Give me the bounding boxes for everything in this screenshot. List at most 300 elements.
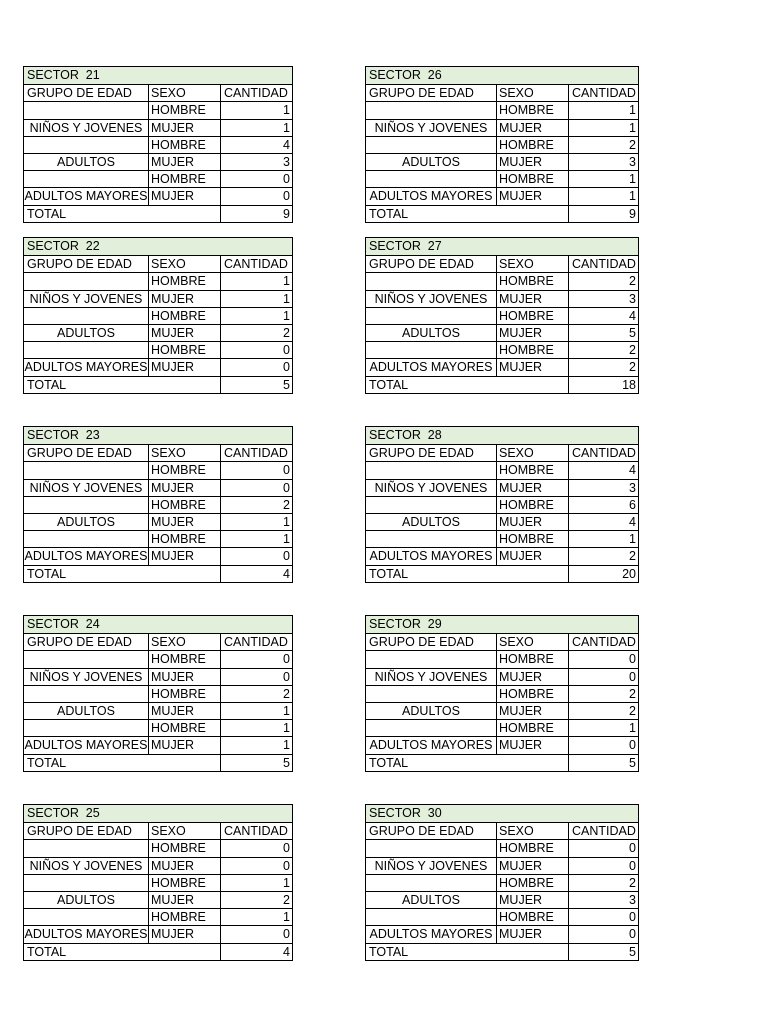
age-group-label: ADULTOS xyxy=(402,154,460,169)
merge-mask xyxy=(24,546,148,547)
table-row xyxy=(24,119,292,136)
age-group-label: ADULTOS xyxy=(402,703,460,718)
table-row xyxy=(366,307,638,324)
age-group-label: NIÑOS Y JOVENES xyxy=(29,858,143,873)
total-value: 4 xyxy=(220,944,292,960)
header-group: GRUPO DE EDAD xyxy=(369,824,474,839)
sector-title: SECTOR 26 xyxy=(366,67,638,84)
sex-cell: MUJER xyxy=(496,926,568,942)
sex-cell: MUJER xyxy=(496,154,568,170)
group-cell-blank xyxy=(24,686,148,702)
sex-cell: HOMBRE xyxy=(148,875,220,891)
group-cell-blank xyxy=(24,102,148,118)
age-group-label: ADULTOS MAYORES xyxy=(369,360,493,375)
quantity-cell: 3 xyxy=(568,291,638,307)
sex-cell: HOMBRE xyxy=(496,686,568,702)
header-sex: SEXO xyxy=(148,85,220,101)
header-row xyxy=(366,84,638,101)
sector-table xyxy=(23,615,293,772)
group-cell-blank xyxy=(366,720,496,736)
quantity-cell: 2 xyxy=(220,892,292,908)
sex-cell: HOMBRE xyxy=(496,531,568,547)
table-row xyxy=(366,461,638,478)
total-label: TOTAL xyxy=(27,377,67,392)
header-qty: CANTIDAD xyxy=(220,85,292,101)
table-row xyxy=(366,874,638,891)
quantity-cell: 1 xyxy=(220,120,292,136)
total-label: TOTAL xyxy=(369,755,409,770)
quantity-cell: 4 xyxy=(220,137,292,153)
quantity-cell: 1 xyxy=(220,308,292,324)
table-row xyxy=(366,736,638,753)
total-row xyxy=(366,205,638,222)
sector-table xyxy=(365,237,639,394)
table-row xyxy=(366,908,638,925)
header-qty: CANTIDAD xyxy=(568,823,638,839)
sector-title: SECTOR 27 xyxy=(366,238,638,255)
header-row xyxy=(366,822,638,839)
quantity-cell: 3 xyxy=(568,892,638,908)
age-group-label: ADULTOS MAYORES xyxy=(369,189,493,204)
merge-mask xyxy=(24,890,148,891)
header-qty: CANTIDAD xyxy=(220,823,292,839)
total-value: 9 xyxy=(220,206,292,222)
total-row xyxy=(24,754,292,771)
quantity-cell: 0 xyxy=(568,840,638,856)
table-row xyxy=(24,290,292,307)
sex-cell: HOMBRE xyxy=(496,342,568,358)
table-row xyxy=(366,324,638,341)
sex-cell: MUJER xyxy=(496,892,568,908)
quantity-cell: 0 xyxy=(220,342,292,358)
table-row xyxy=(366,290,638,307)
sex-cell: HOMBRE xyxy=(148,462,220,478)
sex-cell: MUJER xyxy=(148,926,220,942)
table-row xyxy=(24,341,292,358)
header-sex: SEXO xyxy=(496,634,568,650)
total-row xyxy=(366,754,638,771)
sex-cell: HOMBRE xyxy=(148,497,220,513)
merge-mask xyxy=(24,323,148,324)
group-cell-blank xyxy=(24,651,148,667)
age-group-label: NIÑOS Y JOVENES xyxy=(374,858,488,873)
merge-mask xyxy=(366,924,496,925)
quantity-cell: 0 xyxy=(568,669,638,685)
age-group-label: ADULTOS MAYORES xyxy=(24,360,148,375)
quantity-cell: 4 xyxy=(568,514,638,530)
group-cell-blank xyxy=(24,909,148,925)
sector-table xyxy=(23,426,293,583)
total-value: 4 xyxy=(220,566,292,582)
sex-cell: HOMBRE xyxy=(148,720,220,736)
quantity-cell: 4 xyxy=(568,308,638,324)
header-sex: SEXO xyxy=(148,634,220,650)
table-row xyxy=(24,702,292,719)
table-row xyxy=(24,547,292,564)
total-label: TOTAL xyxy=(27,566,67,581)
age-group-label: NIÑOS Y JOVENES xyxy=(374,669,488,684)
sex-cell: MUJER xyxy=(148,120,220,136)
quantity-cell: 0 xyxy=(220,840,292,856)
quantity-cell: 2 xyxy=(568,686,638,702)
total-label: TOTAL xyxy=(27,206,67,221)
quantity-cell: 1 xyxy=(220,291,292,307)
age-group-label: ADULTOS MAYORES xyxy=(24,549,148,564)
table-row xyxy=(366,857,638,874)
sex-cell: MUJER xyxy=(496,548,568,564)
total-row xyxy=(24,565,292,582)
table-row xyxy=(24,272,292,289)
age-group-label: ADULTOS xyxy=(57,514,115,529)
sex-cell: MUJER xyxy=(496,703,568,719)
quantity-cell: 0 xyxy=(568,926,638,942)
merge-mask xyxy=(24,512,148,513)
quantity-cell: 0 xyxy=(568,909,638,925)
table-row xyxy=(24,736,292,753)
header-sex: SEXO xyxy=(496,823,568,839)
table-row xyxy=(366,187,638,204)
header-group: GRUPO DE EDAD xyxy=(369,635,474,650)
sex-cell: HOMBRE xyxy=(148,840,220,856)
table-row xyxy=(366,358,638,375)
age-group-label: ADULTOS xyxy=(57,325,115,340)
quantity-cell: 3 xyxy=(568,480,638,496)
sex-cell: HOMBRE xyxy=(496,651,568,667)
header-row xyxy=(24,255,292,272)
merge-mask xyxy=(24,152,148,153)
total-value: 9 xyxy=(568,206,638,222)
group-cell-blank xyxy=(24,497,148,513)
quantity-cell: 1 xyxy=(220,875,292,891)
group-cell-blank xyxy=(366,171,496,187)
total-value: 5 xyxy=(220,377,292,393)
total-row xyxy=(366,943,638,960)
group-cell-blank xyxy=(366,686,496,702)
merge-mask xyxy=(366,289,496,290)
sector-title: SECTOR 22 xyxy=(24,238,292,255)
sector-title: SECTOR 25 xyxy=(24,805,292,822)
total-label: TOTAL xyxy=(27,944,67,959)
total-value: 5 xyxy=(568,755,638,771)
total-value: 18 xyxy=(568,377,638,393)
merge-mask xyxy=(366,512,496,513)
total-row xyxy=(24,943,292,960)
sector-title: SECTOR 28 xyxy=(366,427,638,444)
sex-cell: MUJER xyxy=(148,359,220,375)
age-group-label: ADULTOS xyxy=(402,514,460,529)
merge-mask xyxy=(24,289,148,290)
sex-cell: HOMBRE xyxy=(496,171,568,187)
quantity-cell: 1 xyxy=(220,531,292,547)
quantity-cell: 1 xyxy=(568,720,638,736)
quantity-cell: 2 xyxy=(220,497,292,513)
quantity-cell: 1 xyxy=(220,720,292,736)
header-row xyxy=(366,255,638,272)
group-cell-blank xyxy=(366,462,496,478)
sex-cell: MUJER xyxy=(148,480,220,496)
merge-mask xyxy=(366,890,496,891)
table-row xyxy=(24,668,292,685)
quantity-cell: 0 xyxy=(220,480,292,496)
total-label: TOTAL xyxy=(369,206,409,221)
group-cell-blank xyxy=(366,273,496,289)
table-row xyxy=(24,719,292,736)
quantity-cell: 0 xyxy=(568,737,638,753)
header-group: GRUPO DE EDAD xyxy=(369,446,474,461)
group-cell-blank xyxy=(366,137,496,153)
age-group-label: ADULTOS xyxy=(402,892,460,907)
quantity-cell: 2 xyxy=(568,548,638,564)
group-cell-blank xyxy=(366,909,496,925)
header-qty: CANTIDAD xyxy=(568,85,638,101)
age-group-label: ADULTOS MAYORES xyxy=(369,549,493,564)
table-row xyxy=(24,874,292,891)
age-group-label: ADULTOS xyxy=(57,703,115,718)
group-cell-blank xyxy=(366,531,496,547)
table-row xyxy=(366,136,638,153)
age-group-label: NIÑOS Y JOVENES xyxy=(29,669,143,684)
header-row xyxy=(24,633,292,650)
table-row xyxy=(366,702,638,719)
quantity-cell: 2 xyxy=(568,342,638,358)
table-row xyxy=(24,187,292,204)
table-row xyxy=(366,839,638,856)
total-value: 5 xyxy=(568,944,638,960)
sex-cell: HOMBRE xyxy=(496,497,568,513)
quantity-cell: 3 xyxy=(220,154,292,170)
group-cell-blank xyxy=(24,137,148,153)
header-sex: SEXO xyxy=(148,823,220,839)
sex-cell: HOMBRE xyxy=(148,308,220,324)
sex-cell: MUJER xyxy=(148,858,220,874)
age-group-label: ADULTOS MAYORES xyxy=(369,927,493,942)
merge-mask xyxy=(24,735,148,736)
group-cell-blank xyxy=(366,840,496,856)
table-row xyxy=(366,719,638,736)
sector-table xyxy=(365,66,639,223)
quantity-cell: 0 xyxy=(220,188,292,204)
total-row xyxy=(24,205,292,222)
group-cell-blank xyxy=(24,342,148,358)
total-row xyxy=(24,376,292,393)
group-cell-blank xyxy=(24,273,148,289)
quantity-cell: 2 xyxy=(568,359,638,375)
age-group-label: NIÑOS Y JOVENES xyxy=(29,480,143,495)
quantity-cell: 0 xyxy=(220,669,292,685)
table-row xyxy=(366,925,638,942)
header-group: GRUPO DE EDAD xyxy=(27,86,132,101)
sex-cell: MUJER xyxy=(496,291,568,307)
merge-mask xyxy=(366,546,496,547)
header-group: GRUPO DE EDAD xyxy=(27,824,132,839)
merge-mask xyxy=(24,924,148,925)
sex-cell: HOMBRE xyxy=(496,909,568,925)
age-group-label: ADULTOS xyxy=(402,325,460,340)
table-row xyxy=(24,461,292,478)
merge-mask xyxy=(24,478,148,479)
quantity-cell: 1 xyxy=(220,514,292,530)
table-row xyxy=(24,908,292,925)
quantity-cell: 0 xyxy=(220,651,292,667)
quantity-cell: 2 xyxy=(568,137,638,153)
merge-mask xyxy=(366,186,496,187)
group-cell-blank xyxy=(24,531,148,547)
quantity-cell: 1 xyxy=(220,102,292,118)
total-value: 5 xyxy=(220,755,292,771)
header-qty: CANTIDAD xyxy=(220,256,292,272)
table-row xyxy=(366,496,638,513)
merge-mask xyxy=(366,118,496,119)
sex-cell: MUJER xyxy=(496,325,568,341)
header-row xyxy=(24,822,292,839)
total-label: TOTAL xyxy=(369,377,409,392)
sex-cell: HOMBRE xyxy=(148,171,220,187)
merge-mask xyxy=(24,118,148,119)
quantity-cell: 2 xyxy=(568,703,638,719)
group-cell-blank xyxy=(24,308,148,324)
merge-mask xyxy=(366,667,496,668)
table-row xyxy=(24,307,292,324)
sex-cell: HOMBRE xyxy=(496,137,568,153)
sex-cell: HOMBRE xyxy=(496,462,568,478)
sex-cell: HOMBRE xyxy=(148,651,220,667)
table-row xyxy=(24,479,292,496)
sex-cell: MUJER xyxy=(496,858,568,874)
table-row xyxy=(24,530,292,547)
merge-mask xyxy=(366,357,496,358)
header-qty: CANTIDAD xyxy=(568,256,638,272)
sex-cell: MUJER xyxy=(148,669,220,685)
quantity-cell: 0 xyxy=(220,171,292,187)
sex-cell: HOMBRE xyxy=(148,342,220,358)
sector-table xyxy=(23,237,293,394)
quantity-cell: 1 xyxy=(568,120,638,136)
sex-cell: MUJER xyxy=(148,737,220,753)
merge-mask xyxy=(366,701,496,702)
sex-cell: MUJER xyxy=(148,514,220,530)
sex-cell: MUJER xyxy=(496,120,568,136)
quantity-cell: 1 xyxy=(220,909,292,925)
quantity-cell: 0 xyxy=(568,858,638,874)
group-cell-blank xyxy=(24,171,148,187)
header-qty: CANTIDAD xyxy=(220,445,292,461)
sex-cell: MUJER xyxy=(148,892,220,908)
age-group-label: NIÑOS Y JOVENES xyxy=(374,120,488,135)
quantity-cell: 4 xyxy=(568,462,638,478)
sector-table xyxy=(365,615,639,772)
quantity-cell: 1 xyxy=(568,171,638,187)
header-qty: CANTIDAD xyxy=(568,634,638,650)
header-sex: SEXO xyxy=(148,445,220,461)
header-row xyxy=(366,444,638,461)
table-row xyxy=(366,547,638,564)
sex-cell: MUJER xyxy=(148,154,220,170)
header-row xyxy=(366,633,638,650)
group-cell-blank xyxy=(366,102,496,118)
header-qty: CANTIDAD xyxy=(220,634,292,650)
merge-mask xyxy=(366,152,496,153)
quantity-cell: 2 xyxy=(568,273,638,289)
quantity-cell: 0 xyxy=(220,926,292,942)
total-label: TOTAL xyxy=(369,566,409,581)
sex-cell: MUJER xyxy=(496,669,568,685)
header-group: GRUPO DE EDAD xyxy=(369,86,474,101)
sex-cell: HOMBRE xyxy=(148,531,220,547)
merge-mask xyxy=(366,478,496,479)
quantity-cell: 3 xyxy=(568,154,638,170)
header-sex: SEXO xyxy=(496,445,568,461)
merge-mask xyxy=(366,735,496,736)
merge-mask xyxy=(366,856,496,857)
sex-cell: MUJER xyxy=(496,188,568,204)
sex-cell: MUJER xyxy=(148,548,220,564)
table-row xyxy=(24,513,292,530)
group-cell-blank xyxy=(24,462,148,478)
table-row xyxy=(24,496,292,513)
header-group: GRUPO DE EDAD xyxy=(369,257,474,272)
table-row xyxy=(366,685,638,702)
age-group-label: ADULTOS xyxy=(57,892,115,907)
sex-cell: HOMBRE xyxy=(496,308,568,324)
quantity-cell: 5 xyxy=(568,325,638,341)
merge-mask xyxy=(366,323,496,324)
table-row xyxy=(366,530,638,547)
sex-cell: HOMBRE xyxy=(496,875,568,891)
quantity-cell: 0 xyxy=(220,858,292,874)
sex-cell: MUJER xyxy=(496,514,568,530)
table-row xyxy=(366,341,638,358)
sex-cell: HOMBRE xyxy=(496,840,568,856)
sex-cell: HOMBRE xyxy=(148,273,220,289)
group-cell-blank xyxy=(366,308,496,324)
table-row xyxy=(366,650,638,667)
quantity-cell: 1 xyxy=(220,703,292,719)
quantity-cell: 0 xyxy=(220,462,292,478)
total-row xyxy=(366,565,638,582)
table-row xyxy=(24,891,292,908)
total-value: 20 xyxy=(568,566,638,582)
quantity-cell: 2 xyxy=(220,686,292,702)
group-cell-blank xyxy=(366,497,496,513)
total-row xyxy=(366,376,638,393)
sex-cell: MUJER xyxy=(496,737,568,753)
age-group-label: ADULTOS MAYORES xyxy=(24,927,148,942)
quantity-cell: 2 xyxy=(220,325,292,341)
group-cell-blank xyxy=(366,342,496,358)
sex-cell: HOMBRE xyxy=(496,720,568,736)
header-group: GRUPO DE EDAD xyxy=(27,257,132,272)
sector-table xyxy=(365,426,639,583)
total-label: TOTAL xyxy=(369,944,409,959)
table-row xyxy=(24,101,292,118)
header-row xyxy=(24,84,292,101)
table-row xyxy=(24,925,292,942)
sex-cell: MUJER xyxy=(148,188,220,204)
table-row xyxy=(24,685,292,702)
table-row xyxy=(366,479,638,496)
header-sex: SEXO xyxy=(496,85,568,101)
merge-mask xyxy=(24,701,148,702)
table-row xyxy=(366,272,638,289)
table-row xyxy=(366,513,638,530)
merge-mask xyxy=(24,667,148,668)
merge-mask xyxy=(24,856,148,857)
sex-cell: MUJER xyxy=(496,480,568,496)
group-cell-blank xyxy=(24,720,148,736)
table-row xyxy=(366,668,638,685)
age-group-label: NIÑOS Y JOVENES xyxy=(29,291,143,306)
quantity-cell: 0 xyxy=(220,548,292,564)
